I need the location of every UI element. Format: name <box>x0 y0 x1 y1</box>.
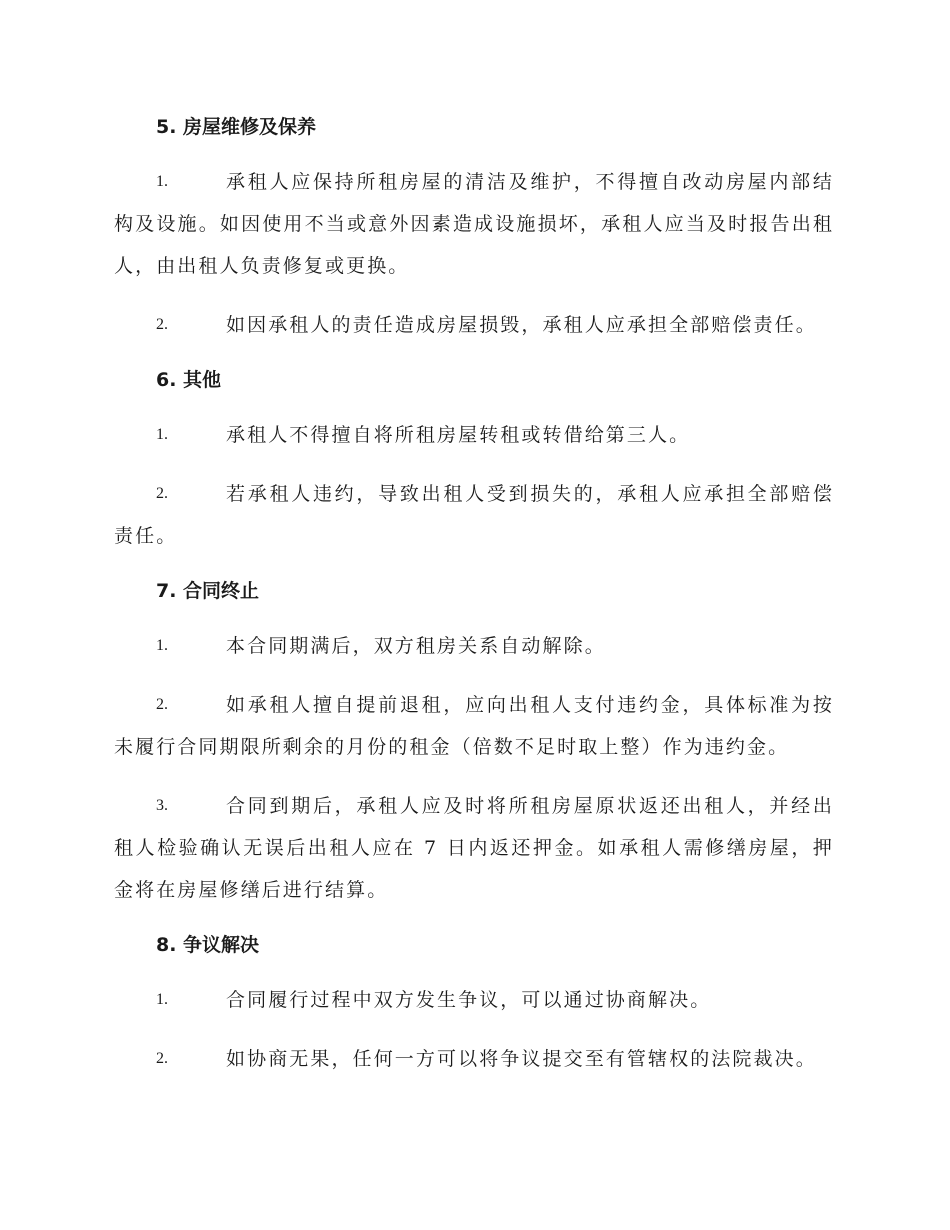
list-item <box>114 1038 834 1080</box>
document-page <box>114 110 834 1097</box>
item-text: 承租人不得擅自将所租房屋转租或转借给第三人。 <box>226 424 691 446</box>
item-number: 1. <box>156 426 168 443</box>
item-number: 1. <box>156 637 168 654</box>
item-number: 2. <box>156 316 168 333</box>
list-item <box>114 304 834 346</box>
item-text: 本合同期满后，双方租房关系自动解除。 <box>226 635 606 657</box>
item-number: 2. <box>156 1050 168 1067</box>
item-number: 1. <box>156 991 168 1008</box>
section-other <box>114 363 834 557</box>
list-item <box>114 161 834 287</box>
section-dispute <box>114 928 834 1080</box>
item-text: 如承租人擅自提前退租，应向出租人支付违约金，具体标准为按未履行合同期限所剩余的月份的租金（倍数不足时取上整）作为违约金。 <box>114 694 834 758</box>
list-item <box>114 684 834 768</box>
section-maintenance <box>114 110 834 346</box>
item-text: 合同履行过程中双方发生争议，可以通过协商解决。 <box>226 989 712 1011</box>
item-number: 2. <box>156 485 168 502</box>
item-number: 3. <box>156 797 168 814</box>
item-text: 合同到期后，承租人应及时将所租房屋原状返还出租人，并经出租人检验确认无误后出租人应在 7 日内返还押金。如承租人需修缮房屋，押金将在房屋修缮后进行结算。 <box>114 795 834 901</box>
section-heading: 8. 争议解决 <box>156 934 260 956</box>
item-text: 承租人应保持所租房屋的清洁及维护，不得擅自改动房屋内部结构及设施。如因使用不当或意外因素造成设施损坏，承租人应当及时报告出租人，由出租人负责修复或更换。 <box>114 171 834 277</box>
section-termination <box>114 574 834 911</box>
item-number: 1. <box>156 173 168 190</box>
list-item <box>114 979 834 1021</box>
item-text: 如协商无果，任何一方可以将争议提交至有管辖权的法院裁决。 <box>226 1048 817 1070</box>
item-number: 2. <box>156 696 168 713</box>
section-heading: 5. 房屋维修及保养 <box>156 116 317 138</box>
item-text: 若承租人违约，导致出租人受到损失的，承租人应承担全部赔偿责任。 <box>114 483 834 547</box>
section-heading: 6. 其他 <box>156 369 222 391</box>
list-item <box>114 785 834 911</box>
list-item <box>114 473 834 557</box>
list-item <box>114 414 834 456</box>
section-heading: 7. 合同终止 <box>156 580 260 602</box>
item-text: 如因承租人的责任造成房屋损毁，承租人应承担全部赔偿责任。 <box>226 314 817 336</box>
list-item <box>114 625 834 667</box>
